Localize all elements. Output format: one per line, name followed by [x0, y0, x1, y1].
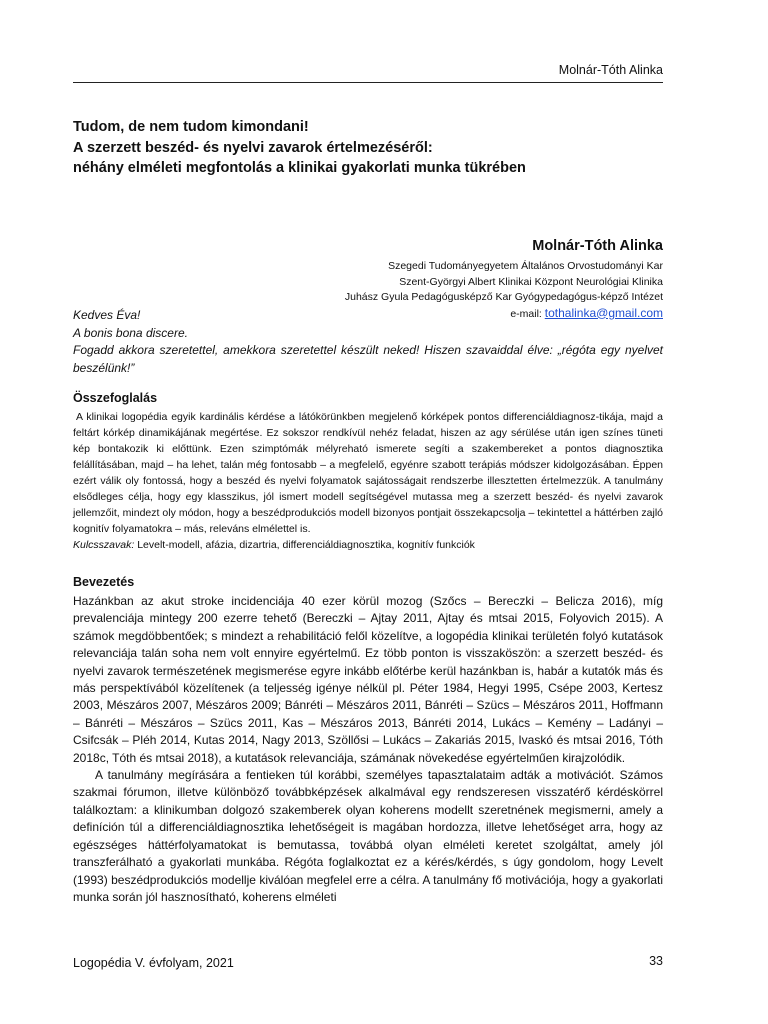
- keywords: [73, 537, 663, 553]
- affiliation-1: Szegedi Tudományegyetem Általános Orvostudományi Kar: [388, 260, 663, 272]
- running-head: Molnár-Tóth Alinka: [558, 63, 663, 77]
- introduction-paragraph-2: A tanulmány megírására a fentieken túl korábbi, személyes tapasztalataim adták a motivációt. Számos szakmai fórumon, illetve különböző továbbképzések alkalmával egy rendszeresen visszatérő kérdéskörrel találkoztam: a klinikumban dolgozó szakemberek olyan koherens modellt szeretnének megismerni, amely a definíción túl a differenciáldiagnosztika lehetőségeit is magában hordozza, illetve lehetőséget arra, hogy az egészséges háttérfolyamatokat is bemutassa, továbbá olyan elméleti keretet szolgáltat, amely jól transzferálható a gyakorlati munkába. Régóta foglalkoztat ez a kérés/kérdés, s úgy gondolom, hogy Levelt (1993) beszédprodukciós modellje kiválóan megfelel erre a célra. A tanulmány fő motivációja, hogy a gyakorlati munka során jól hasznosítható, koherens elméleti: [73, 768, 663, 904]
- article-title: [73, 117, 663, 179]
- dedication-line-3: Fogadd akkora szeretettel, amekkora szeretettel készült neked! Hiszen szavaiddal élve: „régóta egy nyelvet beszélünk!”: [73, 343, 663, 375]
- affiliation-2: Szent-Györgyi Albert Klinikai Központ Neurológiai Klinika: [399, 275, 663, 288]
- footer-journal: Logopédia V. évfolyam, 2021: [73, 956, 234, 970]
- title-line-2: A szerzett beszéd- és nyelvi zavarok értelmezéséről:: [73, 139, 433, 156]
- page-number: 33: [649, 954, 663, 968]
- document-page: [73, 0, 663, 1024]
- title-line-1: Tudom, de nem tudom kimondani!: [73, 119, 309, 135]
- abstract-text: A klinikai logopédia egyik kardinális kérdése a látókörünkben megjelenő kórképek pontos differenciáldiagnosz-tikája, majd a feltárt kórkép dinamikájának megértése. Ez sokszor rendkívül nehéz feladat, hiszen az agy sérülése után igen színes tüneti kép bontakozik ki előttünk. Ezen szimptómák mélyreható ismerete segíti a szakembereket a pontos diagnosztika felállításában, majd – ha lehet, talán még fontosabb – a megfelelő, egyénre szabott terápiás módszer kidolgozásában. Éppen ezért válik oly fontossá, hogy a beszéd és nyelvi folyamatok sajátosságait rendszerbe illesztetten értelmezzük. A tanulmány elsődleges célja, hogy egy klasszikus, jól ismert modell segítségével mutassa meg a szerzett beszéd- és nyelvi zavarok jellemzőit, mindezt oly módon, hogy a beszédprodukciós modell bizonyos pontjait összekapcsolja – tekintettel a háttérben zajló kognitív folyamatokra – más, releváns elmélettel is.: [73, 411, 663, 535]
- email-link[interactable]: tothalinka@gmail.com: [544, 305, 663, 320]
- abstract-section: [73, 389, 663, 553]
- dedication-line-2: A bonis bona discere.: [73, 325, 188, 340]
- author-name: Molnár-Tóth Alinka: [532, 238, 663, 254]
- title-line-3: néhány elméleti megfontolás a klinikai gyakorlati munka tükrében: [73, 160, 526, 176]
- introduction-paragraph-1: Hazánkban az akut stroke incidenciája 40 ezer körül mozog (Szőcs – Bereczki – Belicza 2016), míg prevalenciája mintegy 200 ezerre tehető (Bereczki – Ajtay 2011, Ajtay és mtsai 2015, Folyovich 2015). A számok megdöbbentőek; s mindezt a rehabilitáció felől közelítve, a logopédia klinikai területén folyó kutatások relevanciája talán soha nem volt ennyire egyértelmű. Ez több ponton is visszaköszön: a szerzett beszéd- és nyelvi zavarok természetének megismerése egyre inkább előtérbe kerül hazánkban is, habár a kutatók más és más perspektívából közelítenek (a teljesség igénye nélkül pl. Péter 1984, Hegyi 1995, Csépe 2003, Kertesz 2003, Mészáros 2007, Mészáros 2009; Bánréti – Mészáros 2011, Bánréti – Szücs – Mészáros 2011, Hoffmann – Bánréti – Mészáros – Szücs 2011, Kas – Mészáros 2013, Bánréti 2014, Lukács – Kemény – Ladányi – Csifcsák – Pléh 2014, Kutas 2014, Nagy 2013, Szöllősi – Lukács – Zakariás 2015, Ivaskó és mtsai 2016, Tóth 2018c, Tóth és mtsai 2018), a kutatások relevanciája, számának növekedése egyértelműen kirajzolódik.: [73, 594, 663, 765]
- dedication-line-1: Kedves Éva!: [73, 308, 141, 322]
- abstract-heading: Összefoglalás: [73, 391, 158, 405]
- introduction-section: [73, 573, 663, 906]
- introduction-heading: Bevezetés: [73, 575, 135, 589]
- keywords-label: Kulcsszavak:: [73, 539, 135, 551]
- header-rule: [73, 82, 663, 83]
- keywords-list: Levelt-modell, afázia, dizartria, differenciáldiagnosztika, kognitív funkciók: [134, 539, 475, 551]
- affiliation-3: Juhász Gyula Pedagógusképző Kar Gyógypedagógus-képző Intézet: [344, 291, 663, 303]
- dedication: [73, 307, 663, 377]
- email-label: e-mail:: [510, 307, 545, 320]
